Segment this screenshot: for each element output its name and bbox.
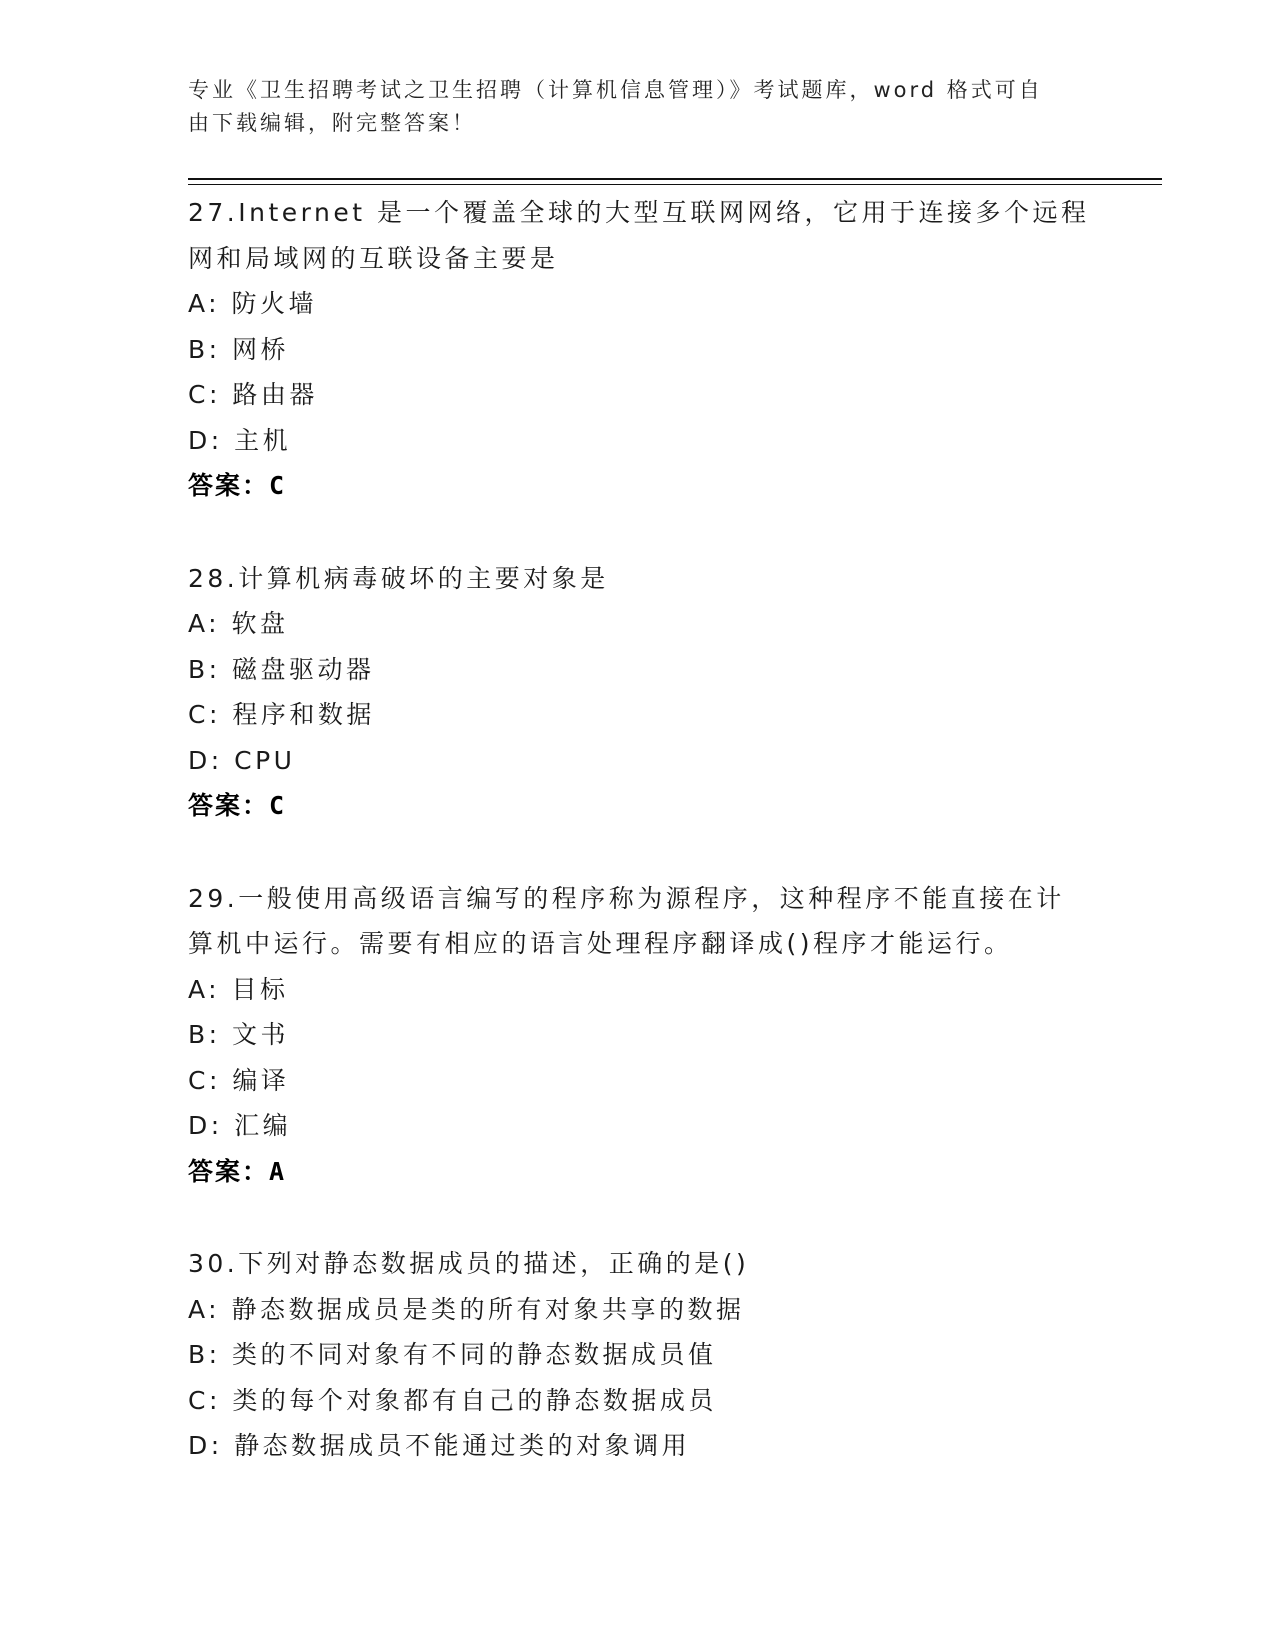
option-d: D: CPU (188, 745, 296, 775)
question-stem (188, 190, 1088, 281)
header-line-1: 专业《卫生招聘考试之卫生招聘（计算机信息管理）》考试题库，word 格式可自 (188, 78, 1043, 102)
option-a: A: 防火墙 (188, 289, 318, 318)
header-divider-thick (188, 178, 1162, 180)
option-c: C: 程序和数据 (188, 700, 375, 729)
option-c: C: 类的每个对象都有自己的静态数据成员 (188, 1385, 717, 1415)
question-list (188, 190, 1088, 1516)
question-28 (188, 556, 1088, 829)
answer-line: 答案：A (188, 1156, 287, 1186)
option-b: B: 磁盘驱动器 (188, 654, 375, 684)
option-c: C: 编译 (188, 1065, 290, 1095)
answer-line: 答案：C (188, 471, 287, 500)
question-stem (188, 1241, 1088, 1287)
question-27 (188, 190, 1088, 509)
option-b: B: 网桥 (188, 334, 290, 364)
option-a: A: 静态数据成员是类的所有对象共享的数据 (188, 1294, 745, 1324)
question-stem (188, 876, 1088, 967)
option-a: A: 目标 (188, 974, 289, 1004)
stem-line: 28.计算机病毒破坏的主要对象是 (188, 563, 609, 593)
option-d: D: 汇编 (188, 1111, 292, 1140)
option-b: B: 类的不同对象有不同的静态数据成员值 (188, 1340, 717, 1369)
option-d: D: 主机 (188, 425, 292, 455)
header-divider-thin (188, 184, 1162, 185)
answer-line: 答案：C (188, 791, 287, 820)
stem-line: 网和局域网的互联设备主要是 (188, 243, 559, 273)
question-stem (188, 556, 1088, 602)
option-a: A: 软盘 (188, 609, 289, 638)
stem-line: 算机中运行。需要有相应的语言处理程序翻译成()程序才能运行。 (188, 929, 1013, 958)
stem-line: 30.下列对静态数据成员的描述，正确的是() (188, 1249, 750, 1278)
question-29 (188, 876, 1088, 1195)
option-c: C: 路由器 (188, 380, 318, 409)
document-header (188, 74, 1088, 140)
header-line-2: 由下载编辑，附完整答案！ (188, 111, 476, 135)
stem-line: 29.一般使用高级语言编写的程序称为源程序，这种程序不能直接在计 (188, 883, 1065, 913)
option-b: B: 文书 (188, 1020, 290, 1049)
question-30 (188, 1241, 1088, 1469)
stem-line: 27.Internet 是一个覆盖全球的大型互联网网络，它用于连接多个远程 (188, 198, 1090, 227)
option-d: D: 静态数据成员不能通过类的对象调用 (188, 1431, 691, 1460)
